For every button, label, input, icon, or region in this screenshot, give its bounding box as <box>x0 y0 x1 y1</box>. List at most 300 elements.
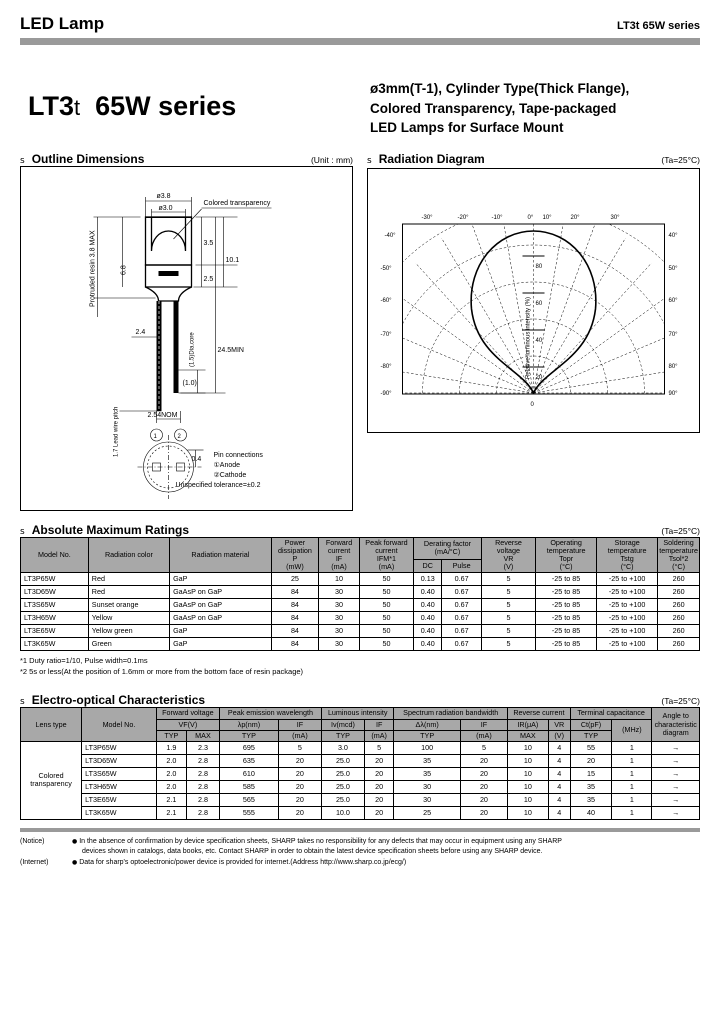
abs-col-power-dissipation-unit: (mW) <box>286 561 304 571</box>
angle-label-top-30: 30° <box>610 214 620 221</box>
table-cell-text: LT3H65W <box>21 611 89 624</box>
table-cell-value: 260 <box>658 585 700 598</box>
polar-angle-lines <box>376 209 692 393</box>
title-block <box>20 75 700 138</box>
eo-sub-cap-freq: (MHz) <box>612 719 652 741</box>
table-cell-value: 5 <box>481 585 535 598</box>
eo-sub-band-if-unit: (mA) <box>460 730 507 741</box>
bullet-icon: ● <box>72 837 78 845</box>
abs-max-footnotes <box>20 655 700 678</box>
page-title <box>20 75 370 138</box>
dim-2-4: 2.4 <box>135 328 146 336</box>
table-cell-value: 2.1 <box>156 793 186 806</box>
abs-col-peak-forward-current-label: Peak forward current <box>365 537 408 555</box>
intensity-tick-60: 60 <box>535 300 543 307</box>
abs-max-footnote-2: *2 5s or less(At the position of 1.6mm or more from the bottom face of resin package) <box>20 667 304 677</box>
eo-group-forward-voltage: Forward voltage <box>156 708 219 719</box>
table-cell-text: GaP <box>170 572 272 585</box>
table-cell-value: 20 <box>364 754 394 767</box>
table-row <box>21 637 700 650</box>
abs-max-table-body <box>21 572 700 650</box>
angle-label-top--30: -30° <box>421 214 433 221</box>
electro-section-head <box>20 693 700 707</box>
table-cell-value: 30 <box>319 611 360 624</box>
abs-col-reverse-voltage <box>481 537 535 572</box>
table-cell-value: 20 <box>460 793 507 806</box>
eo-sub-vr-unit: (V) <box>548 730 570 741</box>
footer-internet-label: (Internet) <box>20 858 49 866</box>
eo-sub-delta-lambda: Δλ(nm) <box>394 719 460 730</box>
abs-col-operating-temp-unit: (°C) <box>559 561 573 571</box>
table-cell-text: LT3K65W <box>21 637 89 650</box>
angle-label-right-80: 80° <box>668 363 678 370</box>
eo-sub-lum-typ: TYP <box>322 730 365 741</box>
table-cell-value: -25 to +100 <box>597 637 658 650</box>
footer-rule <box>20 828 700 832</box>
abs-col-derating-dc: DC <box>414 560 442 573</box>
eo-sub-wave-typ: TYP <box>219 730 278 741</box>
table-cell-value: 5 <box>278 741 321 754</box>
title-suffix: 65W series <box>95 91 237 121</box>
electro-temp-note: (Ta=25°C) <box>661 696 700 707</box>
dim-6-8: 6.8 <box>120 264 128 275</box>
table-cell-value: 2.8 <box>186 793 219 806</box>
table-cell-text: GaAsP on GaP <box>170 611 272 624</box>
table-cell-value: 1.9 <box>156 741 186 754</box>
electro-header-row-1 <box>21 708 700 719</box>
abs-max-header-row-1 <box>21 537 700 559</box>
header-lamp-text: Lamp <box>58 14 105 33</box>
table-row <box>21 780 700 793</box>
eo-sub-wave-if-unit: (mA) <box>278 730 321 741</box>
table-cell-value: 30 <box>319 624 360 637</box>
angle-label-top--10: -10° <box>491 214 503 221</box>
eo-sub-band-if: IF <box>460 719 507 730</box>
header-product-type <box>20 14 104 34</box>
angle-label-left--60: -60° <box>380 297 392 304</box>
table-row <box>21 585 700 598</box>
abs-col-storage-temp-sym: Tstg <box>620 553 634 563</box>
outline-drawing-svg <box>21 167 352 510</box>
table-cell-value: -25 to +100 <box>597 572 658 585</box>
table-cell-value: 10 <box>508 780 549 793</box>
abs-col-storage-temp-label: Storage temperature <box>607 537 647 555</box>
eo-sub-wave-if: IF <box>278 719 321 730</box>
table-cell-value: 50 <box>359 611 413 624</box>
table-cell-value: 50 <box>359 572 413 585</box>
subtitle-line-1: ø3mm(T-1), Cylinder Type(Thick Flange), <box>370 81 630 96</box>
table-row <box>21 767 700 780</box>
radiation-diagram-panel <box>367 140 700 511</box>
abs-col-forward-current <box>319 537 360 572</box>
dim-24-5-min: 24.5MIN <box>217 346 244 354</box>
angle-label-top-0: 0° <box>527 214 534 221</box>
table-cell-value: 50 <box>359 624 413 637</box>
table-cell-text: LT3P65W <box>21 572 89 585</box>
abs-col-operating-temp <box>536 537 597 572</box>
abs-col-peak-forward-current-unit: (mA) <box>378 561 395 571</box>
table-cell-value: 1 <box>612 767 652 780</box>
abs-col-power-dissipation-label: Power dissipation <box>277 537 312 555</box>
table-cell-model: LT3P65W <box>82 741 157 754</box>
table-cell-value: 5 <box>481 611 535 624</box>
table-cell-value: 25 <box>394 806 460 819</box>
table-cell-value: 5 <box>364 741 394 754</box>
dim-0-4: 0.4 <box>191 455 202 463</box>
eo-sub-vf-max: MAX <box>186 730 219 741</box>
table-cell-value: -25 to 85 <box>536 598 597 611</box>
table-cell-value: 2.8 <box>186 767 219 780</box>
table-cell-value: → <box>652 806 700 819</box>
eo-sub-ir: IR(μA) <box>508 719 549 730</box>
dim-2-5: 2.5 <box>203 275 214 283</box>
abs-col-power-dissipation-sym: P <box>292 553 298 563</box>
table-cell-value: 20 <box>460 780 507 793</box>
outline-dimensions-panel <box>20 140 353 511</box>
electro-optical-characteristics-table <box>20 707 700 819</box>
table-cell-value: 20 <box>278 767 321 780</box>
table-cell-value: 84 <box>271 624 318 637</box>
radiation-section-head <box>367 152 700 166</box>
lens-type-cell: Colored transparency <box>21 741 82 819</box>
abs-col-storage-temp <box>597 537 658 572</box>
pin-connection-anode: ①Anode <box>213 461 241 469</box>
table-cell-value: 25.0 <box>322 754 365 767</box>
table-cell-value: 10 <box>508 741 549 754</box>
angle-label-left--70: -70° <box>380 331 392 338</box>
table-cell-value: 5 <box>481 572 535 585</box>
table-cell-value: 10 <box>508 767 549 780</box>
table-cell-value: 3.0 <box>322 741 365 754</box>
table-cell-model: LT3E65W <box>82 793 157 806</box>
table-cell-value: 4 <box>548 793 570 806</box>
dim-diameter-3-0: ø3.0 <box>158 204 173 212</box>
table-cell-model: LT3H65W <box>82 780 157 793</box>
footer-internet-text <box>72 858 700 869</box>
table-cell-value: 695 <box>219 741 278 754</box>
eo-sub-vr: VR <box>548 719 570 730</box>
dim-1-0: (1.0) <box>182 379 197 387</box>
table-cell-text: GaP <box>170 624 272 637</box>
header-led-bold: LED <box>20 14 54 33</box>
table-cell-value: 5 <box>481 637 535 650</box>
eo-group-peak-wavelength: Peak emission wavelength <box>219 708 321 719</box>
table-cell-value: 20 <box>364 780 394 793</box>
table-cell-value: 20 <box>278 754 321 767</box>
table-row <box>21 624 700 637</box>
dim-diameter-3-8: ø3.8 <box>156 192 171 200</box>
table-cell-text: Yellow green <box>88 624 169 637</box>
header-rule <box>20 38 700 45</box>
table-cell-value: 2.8 <box>186 806 219 819</box>
angle-label-top-20: 20° <box>570 214 580 221</box>
abs-col-reverse-voltage-label: Reverse voltage <box>495 537 522 555</box>
table-cell-value: 2.1 <box>156 806 186 819</box>
table-cell-value: 260 <box>658 572 700 585</box>
pin-connection-cathode: ②Cathode <box>213 471 247 479</box>
table-cell-value: 35 <box>570 780 612 793</box>
eo-group-luminous-intensity: Luminous intensity <box>322 708 394 719</box>
pin-connections-title: Pin connections <box>213 451 263 459</box>
table-cell-value: 260 <box>658 637 700 650</box>
intensity-tick-0: 0 <box>530 401 534 408</box>
angle-label-top--20: -20° <box>457 214 469 221</box>
table-cell-value: 20 <box>570 754 612 767</box>
table-cell-value: 260 <box>658 598 700 611</box>
table-row <box>21 572 700 585</box>
outline-unit-note: (Unit : mm) <box>310 154 353 165</box>
table-cell-value: 20 <box>278 793 321 806</box>
angle-label-left--80: -80° <box>380 363 392 370</box>
pin-number-1: 1 <box>153 433 157 440</box>
table-cell-value: 0.67 <box>442 585 482 598</box>
dim-1-5-dia-core: (1.5)Dia.core <box>189 332 196 367</box>
table-cell-value: 40 <box>570 806 612 819</box>
table-cell-value: 30 <box>319 598 360 611</box>
abs-col-derating-factor-unit: (mA/°C) <box>434 547 461 557</box>
abs-col-radiation-color: Radiation color <box>88 537 169 572</box>
table-cell-value: 2.3 <box>186 741 219 754</box>
eo-sub-iv: Iv(mcd) <box>322 719 365 730</box>
table-cell-value: 35 <box>394 767 460 780</box>
table-cell-value: → <box>652 754 700 767</box>
table-cell-text: Red <box>88 585 169 598</box>
outline-section-title: Outline Dimensions <box>31 151 145 166</box>
table-cell-value: 0.13 <box>414 572 442 585</box>
footer-notice-line-1 <box>72 837 700 848</box>
abs-max-footnote-1: *1 Duty ratio=1/10, Pulse width=0.1ms <box>20 655 148 665</box>
eo-sub-vf-typ: TYP <box>156 730 186 741</box>
table-cell-value: 610 <box>219 767 278 780</box>
page-subtitle <box>370 75 629 138</box>
intensity-tick-20: 20 <box>535 374 543 381</box>
table-cell-value: 20 <box>364 806 394 819</box>
table-cell-value: 25.0 <box>322 793 365 806</box>
table-cell-value: 1 <box>612 806 652 819</box>
table-cell-value: -25 to 85 <box>536 585 597 598</box>
title-prefix: LT3 <box>28 91 74 121</box>
table-cell-text: GaAsP on GaP <box>170 585 272 598</box>
dim-2-54-nom: 2.54NOM <box>147 411 178 419</box>
table-cell-value: 20 <box>278 780 321 793</box>
table-row <box>21 741 700 754</box>
table-cell-value: → <box>652 780 700 793</box>
table-cell-value: 0.67 <box>442 572 482 585</box>
table-cell-value: 1 <box>612 793 652 806</box>
radiation-section-title: Radiation Diagram <box>378 151 485 166</box>
table-cell-value: 20 <box>364 793 394 806</box>
table-cell-value: 20 <box>460 767 507 780</box>
eo-sub-lambda-p: λp(nm) <box>219 719 278 730</box>
table-cell-value: 1 <box>612 741 652 754</box>
angle-label-top-10: 10° <box>542 214 552 221</box>
page-header <box>20 0 700 34</box>
table-cell-value: 0.40 <box>414 611 442 624</box>
abs-col-peak-forward-current-sym: IFM*1 <box>376 553 397 563</box>
electro-table-body <box>21 741 700 819</box>
abs-col-reverse-voltage-sym: VR <box>503 553 514 563</box>
table-cell-value: 4 <box>548 754 570 767</box>
intensity-tick-40: 40 <box>535 337 543 344</box>
abs-col-radiation-material: Radiation material <box>170 537 272 572</box>
table-cell-value: → <box>652 767 700 780</box>
table-cell-value: 585 <box>219 780 278 793</box>
table-cell-value: 20 <box>364 767 394 780</box>
table-cell-value: -25 to +100 <box>597 585 658 598</box>
table-cell-value: 0.67 <box>442 611 482 624</box>
abs-col-operating-temp-sym: Topr <box>559 553 574 563</box>
table-cell-value: 10 <box>319 572 360 585</box>
table-cell-value: 0.40 <box>414 585 442 598</box>
abs-col-reverse-voltage-unit: (V) <box>503 561 514 571</box>
table-cell-text: Green <box>88 637 169 650</box>
table-cell-model: LT3K65W <box>82 806 157 819</box>
table-cell-text: Red <box>88 572 169 585</box>
angle-label-left--50: -50° <box>380 265 392 272</box>
subtitle-line-2: Colored Transparency, Tape-packaged <box>370 100 617 116</box>
eo-sub-band-typ: TYP <box>394 730 460 741</box>
angle-label-right-70: 70° <box>668 331 678 338</box>
table-cell-value: -25 to +100 <box>597 624 658 637</box>
table-row <box>21 598 700 611</box>
section-bullet-icon: s <box>20 697 25 708</box>
eo-group-terminal-capacitance: Terminal capacitance <box>570 708 652 719</box>
table-cell-value: 1 <box>612 754 652 767</box>
table-cell-value: 20 <box>460 806 507 819</box>
table-cell-value: 10 <box>508 806 549 819</box>
table-cell-value: 84 <box>271 637 318 650</box>
abs-col-forward-current-label: Forward current <box>325 537 353 555</box>
table-cell-value: 1 <box>612 780 652 793</box>
table-cell-value: 2.8 <box>186 780 219 793</box>
radiation-chart-labels <box>381 215 679 408</box>
abs-col-soldering-temp-label: Soldering temperature <box>659 537 698 555</box>
table-cell-value: 260 <box>658 611 700 624</box>
table-cell-value: 20 <box>278 806 321 819</box>
table-cell-value: 84 <box>271 598 318 611</box>
footer-notice-line-1-text: In the absence of confirmation by device specification sheets, SHARP takes no responsibility for any defects that may occur in equipment using any SHARP <box>79 837 562 845</box>
table-cell-text: LT3E65W <box>21 624 89 637</box>
abs-max-section-title: Absolute Maximum Ratings <box>31 522 190 537</box>
table-cell-value: 100 <box>394 741 460 754</box>
table-row <box>21 611 700 624</box>
table-cell-value: -25 to +100 <box>597 611 658 624</box>
abs-max-temp-note: (Ta=25°C) <box>661 525 700 536</box>
table-cell-value: -25 to 85 <box>536 637 597 650</box>
tolerance-note: Unspecified tolerance=±0.2 <box>175 481 261 489</box>
eo-group-spectrum-bandwidth: Spectrum radiation bandwidth <box>394 708 508 719</box>
table-cell-value: 25.0 <box>322 767 365 780</box>
abs-max-section-head <box>20 523 700 537</box>
table-cell-value: 50 <box>359 585 413 598</box>
dim-10-1: 10.1 <box>225 256 240 264</box>
eo-sub-ct-typ: TYP <box>570 730 612 741</box>
table-cell-value: 30 <box>319 637 360 650</box>
table-cell-value: → <box>652 793 700 806</box>
table-cell-text: LT3D65W <box>21 585 89 598</box>
eo-sub-vf-unit: VF(V) <box>156 719 219 730</box>
table-cell-value: 0.40 <box>414 637 442 650</box>
eo-col-angle-characteristic: Angle to characteristic diagram <box>652 708 700 741</box>
abs-col-peak-forward-current <box>359 537 413 572</box>
table-cell-value: 30 <box>394 780 460 793</box>
table-cell-value: 2.0 <box>156 754 186 767</box>
angle-label-right-60: 60° <box>668 297 678 304</box>
table-cell-value: -25 to +100 <box>597 598 658 611</box>
table-cell-value: 2.0 <box>156 767 186 780</box>
abs-col-soldering-temp-sym: Tsol*2 <box>668 553 689 563</box>
abs-col-soldering-temp <box>658 537 700 572</box>
table-row <box>21 793 700 806</box>
table-cell-value: 84 <box>271 585 318 598</box>
table-cell-value: 10 <box>508 793 549 806</box>
abs-col-power-dissipation <box>271 537 318 572</box>
table-cell-value: 5 <box>481 598 535 611</box>
table-cell-value: 0.67 <box>442 624 482 637</box>
table-cell-value: -25 to 85 <box>536 572 597 585</box>
eo-col-lens-type: Lens type <box>21 708 82 741</box>
abs-col-forward-current-unit: (mA) <box>331 561 347 571</box>
table-cell-value: 55 <box>570 741 612 754</box>
subtitle-line-3: LED Lamps for Surface Mount <box>370 120 564 136</box>
label-colored-transparency: Colored transparency <box>203 199 271 207</box>
table-cell-value: 5 <box>481 624 535 637</box>
table-cell-value: 0.40 <box>414 624 442 637</box>
table-cell-value: 25 <box>271 572 318 585</box>
angle-label-right-90: 90° <box>668 390 678 397</box>
table-cell-text: Sunset orange <box>88 598 169 611</box>
header-series-name: LT3t 65W series <box>617 20 700 32</box>
section-bullet-icon: s <box>20 526 25 537</box>
eo-sub-ct: Ct(pF) <box>570 719 612 730</box>
table-cell-value: 0.40 <box>414 598 442 611</box>
pin-number-2: 2 <box>177 433 181 440</box>
abs-col-derating-factor <box>414 537 482 559</box>
table-cell-value: 50 <box>359 598 413 611</box>
table-cell-value: 0.67 <box>442 598 482 611</box>
abs-col-model: Model No. <box>21 537 89 572</box>
table-cell-value: 25.0 <box>322 780 365 793</box>
electro-table-head <box>21 708 700 741</box>
intensity-tick-80: 80 <box>535 263 543 270</box>
table-cell-value: 10 <box>508 754 549 767</box>
radiation-temp-note: (Ta=25°C) <box>661 154 700 165</box>
abs-col-derating-pulse: Pulse <box>442 560 482 573</box>
table-cell-value: 15 <box>570 767 612 780</box>
bullet-icon: ● <box>72 858 78 866</box>
section-bullet-icon: s <box>367 155 372 166</box>
table-cell-value: -25 to 85 <box>536 624 597 637</box>
table-cell-value: 84 <box>271 611 318 624</box>
outline-drawing <box>20 166 353 511</box>
table-cell-value: 565 <box>219 793 278 806</box>
footer-notice-label: (Notice) <box>20 837 45 845</box>
footer-internet <box>20 858 700 869</box>
table-cell-value: 5 <box>460 741 507 754</box>
table-cell-value: 50 <box>359 637 413 650</box>
table-cell-value: 35 <box>394 754 460 767</box>
radiation-chart-svg <box>368 169 699 432</box>
radiation-chart <box>367 168 700 433</box>
table-cell-value: 30 <box>394 793 460 806</box>
eo-sub-lum-if: IF <box>364 719 394 730</box>
table-cell-value: 35 <box>570 793 612 806</box>
abs-col-soldering-temp-unit: (°C) <box>672 561 686 571</box>
table-cell-value: 555 <box>219 806 278 819</box>
table-cell-value: 2.8 <box>186 754 219 767</box>
table-cell-value: 4 <box>548 741 570 754</box>
electro-section-title: Electro-optical Characteristics <box>31 693 206 708</box>
